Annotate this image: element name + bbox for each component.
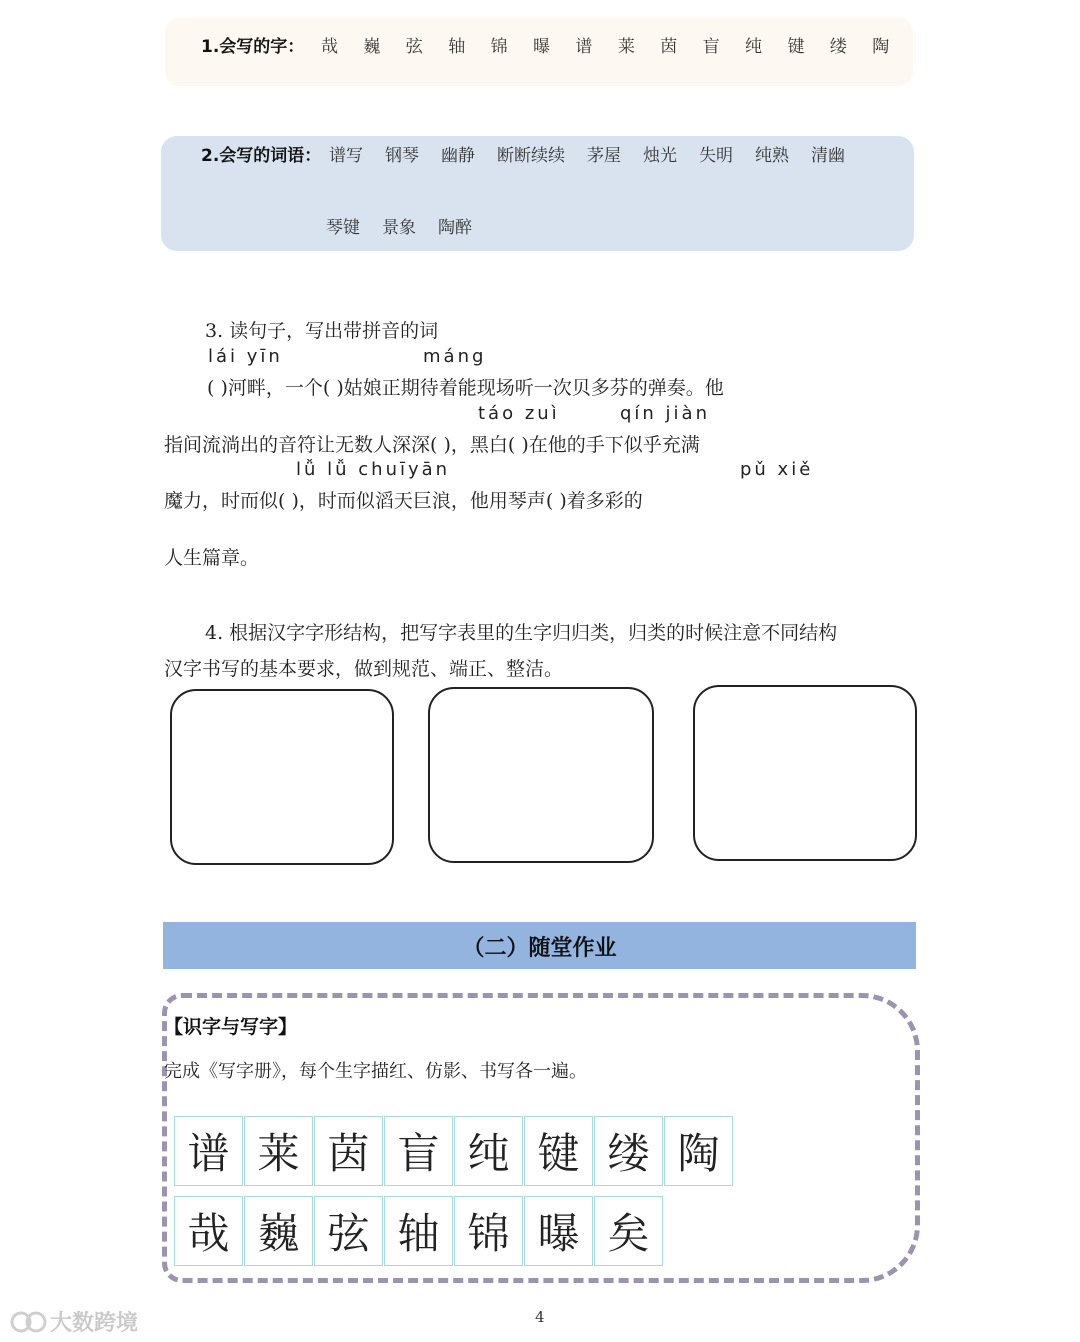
char-cell: 盲 — [384, 1116, 453, 1186]
word: 烛光 — [643, 146, 677, 166]
watermark — [10, 1306, 138, 1337]
char-cell: 陶 — [664, 1116, 733, 1186]
char-cell: 键 — [524, 1116, 593, 1186]
character-grid — [174, 1116, 734, 1266]
word: 景象 — [382, 218, 416, 238]
write-chars-list: 哉 巍 弦 轴 锦 曝 谱 莱 茵 盲 纯 键 缕 陶 — [321, 37, 900, 57]
char-cell: 茵 — [314, 1116, 383, 1186]
char-cell: 弦 — [314, 1196, 383, 1266]
homework-instruction: 完成《写字册》，每个生字描红、仿影、书写各一遍。 — [164, 1061, 587, 1082]
watermark-text: 大数跨境 — [50, 1311, 139, 1336]
char-cell: 锦 — [454, 1196, 523, 1266]
write-words-label: 2.会写的词语： — [201, 146, 322, 166]
pinyin-taozui: táo zuì — [478, 403, 560, 424]
word: 断断续续 — [497, 146, 565, 166]
word: 纯熟 — [755, 146, 789, 166]
char-cell: 哉 — [174, 1196, 243, 1266]
question-3-line-1: ( )河畔，一个( )姑娘正期待着能现场听一次贝多芬的弹奏。他 — [207, 377, 724, 399]
pinyin-qinjian: qín jiàn — [620, 403, 710, 424]
write-words-box — [161, 136, 914, 251]
section-banner — [163, 922, 916, 969]
write-chars-label: 1.会写的字： — [201, 37, 305, 57]
word: 幽静 — [441, 146, 475, 166]
word: 谱写 — [329, 146, 363, 166]
word: 失明 — [699, 146, 733, 166]
watermark-logo-icon — [10, 1308, 50, 1336]
char-cell: 纯 — [454, 1116, 523, 1186]
char-cell: 莱 — [244, 1116, 313, 1186]
character-grid-row-2 — [174, 1196, 734, 1266]
homework-title: 【识字与写字】 — [164, 1016, 298, 1038]
page-number: 4 — [535, 1308, 545, 1326]
banner-title: （二）随堂作业 — [462, 936, 617, 961]
char-cell: 谱 — [174, 1116, 243, 1186]
pinyin-laiyin: lái yīn — [208, 346, 283, 367]
pinyin-mang: máng — [423, 346, 487, 367]
question-4-line-2: 汉字书写的基本要求，做到规范、端正、整洁。 — [164, 658, 564, 680]
category-box-3[interactable] — [693, 685, 917, 861]
category-box-2[interactable] — [428, 687, 654, 863]
write-words-row-1 — [329, 141, 867, 166]
category-box-1[interactable] — [170, 689, 394, 865]
pinyin-lvlvchuiyan: lǚ lǚ chuīyān — [296, 459, 451, 480]
word: 清幽 — [811, 146, 845, 166]
word: 钢琴 — [385, 146, 419, 166]
write-words-row-2 — [326, 213, 494, 238]
write-chars-box — [165, 18, 913, 86]
question-4-line-1: 4. 根据汉字字形结构，把写字表里的生字归归类，归类的时候注意不同结构 — [205, 622, 838, 644]
word: 茅屋 — [587, 146, 621, 166]
char-cell: 轴 — [384, 1196, 453, 1266]
char-cell: 曝 — [524, 1196, 593, 1266]
char-cell: 矣 — [594, 1196, 663, 1266]
question-3-title: 3. 读句子，写出带拼音的词 — [205, 320, 439, 342]
question-3-line-3: 魔力，时而似( )，时而似滔天巨浪，他用琴声( )着多彩的 — [164, 490, 643, 512]
char-cell: 巍 — [244, 1196, 313, 1266]
char-cell: 缕 — [594, 1116, 663, 1186]
pinyin-puxie: pǔ xiě — [740, 459, 814, 480]
character-grid-row-1 — [174, 1116, 734, 1186]
question-3-line-2: 指间流淌出的音符让无数人深深( )，黑白( )在他的手下似乎充满 — [164, 434, 700, 456]
question-3-line-4: 人生篇章。 — [164, 547, 260, 569]
word: 琴键 — [326, 218, 360, 238]
word: 陶醉 — [438, 218, 472, 238]
